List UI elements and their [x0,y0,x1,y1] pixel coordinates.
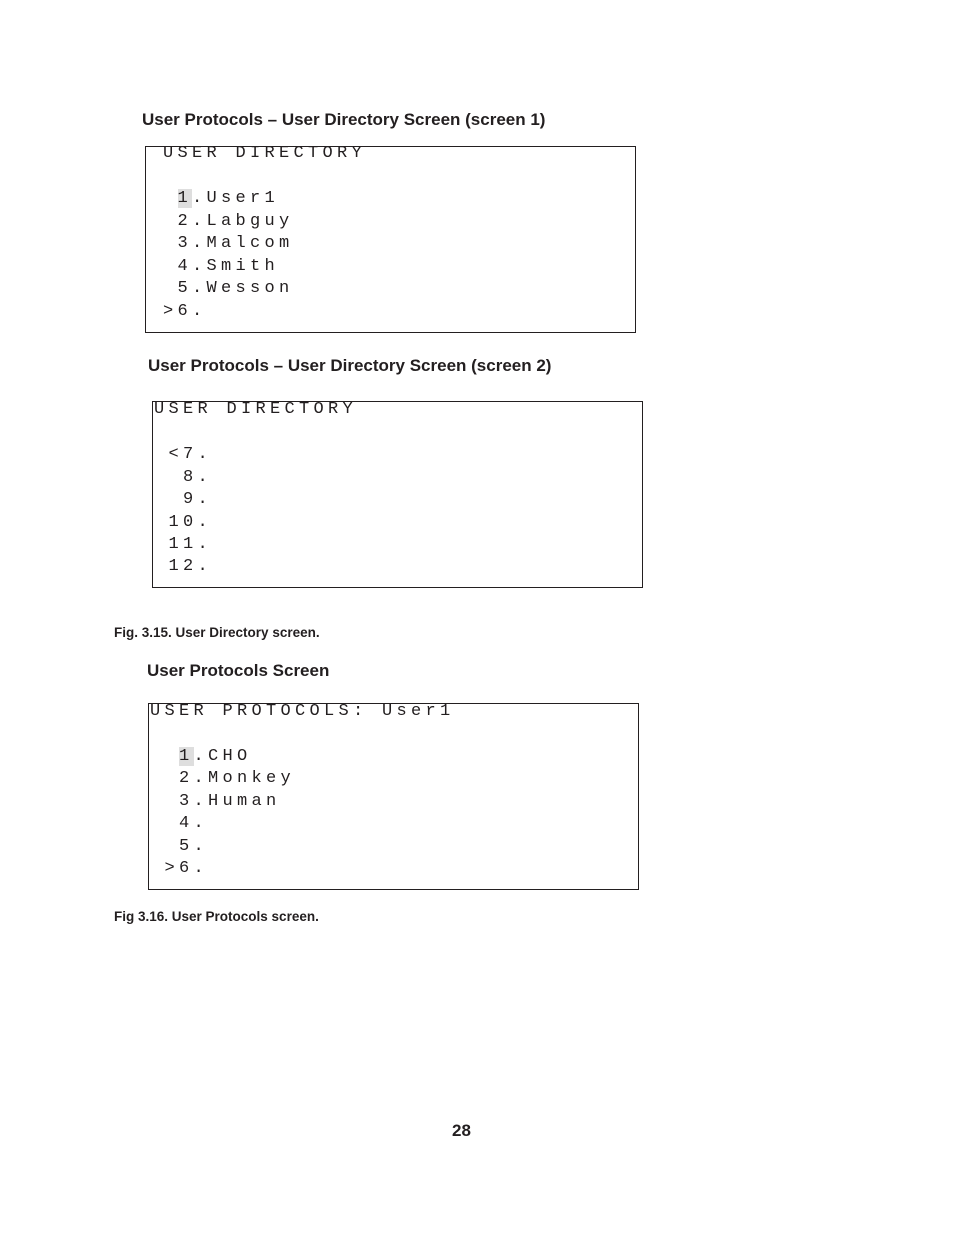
lcd-line-3: 9. [154,490,213,509]
cursor-highlight: 1 [177,189,193,208]
figure-caption-3-16: Fig 3.16. User Protocols screen. [114,909,319,924]
lcd-line-3: 3.Malcom [163,234,294,253]
section-heading-user-directory-screen-1: User Protocols – User Directory Screen (screen 1) [142,110,546,129]
lcd-title: USER DIRECTORY [154,400,358,419]
lcd-line-1: <7. [154,445,213,464]
lcd-title: USER PROTOCOLS: User1 [150,702,455,721]
page-number: 28 [452,1121,471,1140]
lcd-line-2: 8. [154,468,213,487]
lcd-line-1 [150,747,252,767]
lcd-line-4: 4. [150,814,209,833]
figure-caption-3-15: Fig. 3.15. User Directory screen. [114,625,320,640]
lcd-line-1-text: .CHO [193,747,252,766]
cursor-highlight: 1 [179,747,194,766]
lcd-line-5: 11. [154,535,213,554]
lcd-user-directory-screen-2 [152,401,643,588]
section-heading-user-protocols-screen: User Protocols Screen [147,661,330,680]
lcd-user-protocols-screen [148,703,639,890]
lcd-line-1-text: .User1 [192,189,280,208]
lcd-line-6: 12. [154,557,213,576]
lcd-line-4: 4.Smith [163,257,280,276]
lcd-line-5: 5. [150,837,209,856]
lcd-line-2: 2.Labguy [163,212,294,231]
lcd-user-directory-screen-1 [145,146,636,333]
lcd-line-1 [163,189,279,209]
lcd-line-6: >6. [150,859,209,878]
lcd-line-3: 3.Human [150,792,281,811]
lcd-line-6: >6. [163,302,207,321]
lcd-line-4: 10. [154,513,213,532]
lcd-line-5: 5.Wesson [163,279,294,298]
section-heading-user-directory-screen-2: User Protocols – User Directory Screen (screen 2) [148,356,552,375]
lcd-title: USER DIRECTORY [163,144,367,163]
lcd-line-2: 2.Monkey [150,769,296,788]
